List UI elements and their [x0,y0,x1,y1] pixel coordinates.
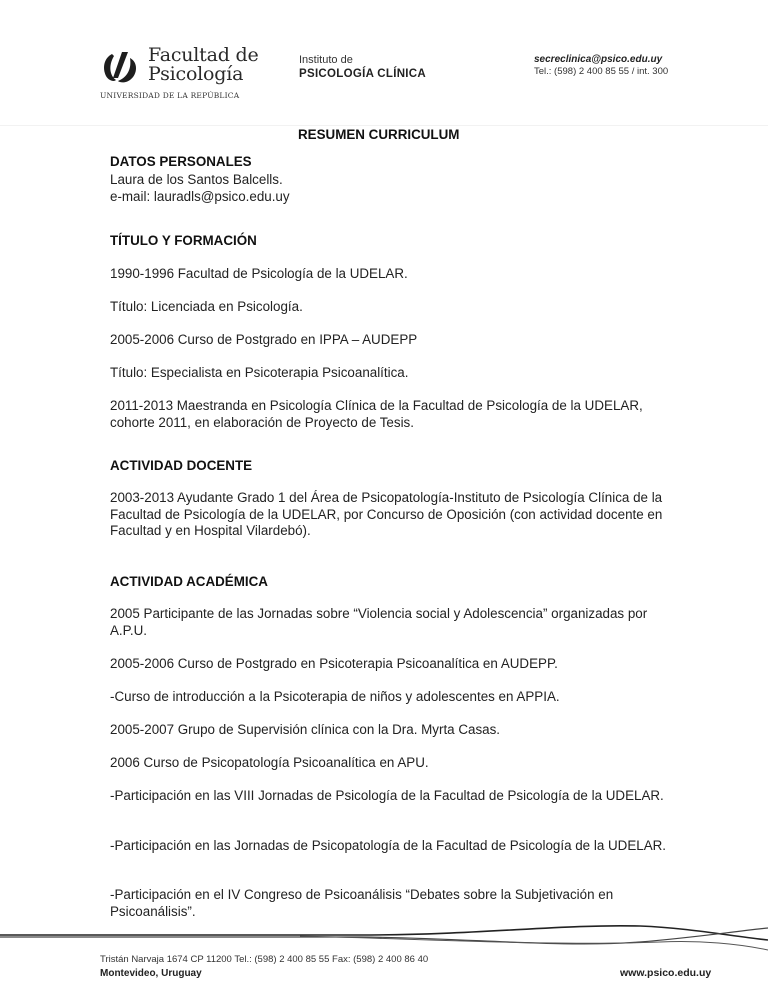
footer-decorative-lines [0,918,768,954]
list-item: -Participación en las VIII Jornadas de Psicología de la Facultad de Psicología de la UDELAR. [110,788,664,803]
personal-name: Laura de los Santos Balcells. [110,172,283,187]
institute-line2: PSICOLOGÍA CLÍNICA [299,68,427,80]
faculty-name-line1: Facultad de [148,44,259,66]
institute-line1: Instituto de [299,54,353,66]
section-heading-actividad-academica: ACTIVIDAD ACADÉMICA [110,574,268,589]
personal-email: e-mail: lauradls@psico.edu.uy [110,189,290,204]
footer-website-link[interactable]: www.psico.edu.uy [620,967,712,979]
list-item: 2003-2013 Ayudante Grado 1 del Área de Psicopatología-Instituto de Psicología Clínica de la Facultad de Psicología de la UDELAR, por Concurso de Oposición (con actividad docente en Facultad y en Hospital Vilardebó). [110,490,663,538]
list-item: 2005-2006 Curso de Postgrado en Psicoterapia Psicoanalítica en AUDEPP. [110,656,558,671]
list-item: -Participación en las Jornadas de Psicopatología de la Facultad de Psicología de la UDELAR. [110,838,667,853]
institute-name [299,54,426,81]
document-title: RESUMEN CURRICULUM [298,127,460,142]
faculty-name-line2: Psicología [148,63,244,85]
list-item: -Participación en el IV Congreso de Psicoanálisis “Debates sobre la Subjetivación en Psicoanálisis”. [110,887,614,919]
list-item: 2005 Participante de las Jornadas sobre “Violencia social y Adolescencia” organizadas por A.P.U. [110,606,648,638]
list-item: 2006 Curso de Psicopatología Psicoanalítica en APU. [110,755,429,770]
letterhead [0,0,768,126]
footer-address [100,953,428,981]
footer-address-line: Tristán Narvaja 1674 CP 11200 Tel.: (598) 2 400 85 55 Fax: (598) 2 400 86 40 [100,954,429,965]
list-item: 1990-1996 Facultad de Psicología de la UDELAR. [110,266,408,281]
footer-city: Montevideo, Uruguay [100,968,202,979]
list-item: 2005-2006 Curso de Postgrado en IPPA – AUDEPP [110,332,418,347]
list-item: Título: Licenciada en Psicología. [110,299,303,314]
list-item: -Curso de introducción a la Psicoterapia de niños y adolescentes en APPIA. [110,689,560,704]
university-name: UNIVERSIDAD DE LA REPÚBLICA [100,91,240,100]
section-heading-titulo-formacion: TÍTULO Y FORMACIÓN [110,233,257,248]
list-item: 2005-2007 Grupo de Supervisión clínica con la Dra. Myrta Casas. [110,722,501,737]
section-heading-datos-personales: DATOS PERSONALES [110,154,252,169]
section-heading-actividad-docente: ACTIVIDAD DOCENTE [110,458,253,473]
facultad-logo [100,44,260,104]
contact-email-link[interactable]: secreclinica@psico.edu.uy [534,54,663,65]
list-item: 2011-2013 Maestranda en Psicología Clínica de la Facultad de Psicología de la UDELAR, cohorte 2011, en elaboración de Proyecto de Tesis. [110,398,643,430]
list-item: Título: Especialista en Psicoterapia Psicoanalítica. [110,365,409,380]
faculty-name [148,46,259,84]
contact-phone: Tel.: (598) 2 400 85 55 / int. 300 [534,66,669,77]
header-contact [534,54,668,78]
facultad-emblem-icon [100,48,140,86]
